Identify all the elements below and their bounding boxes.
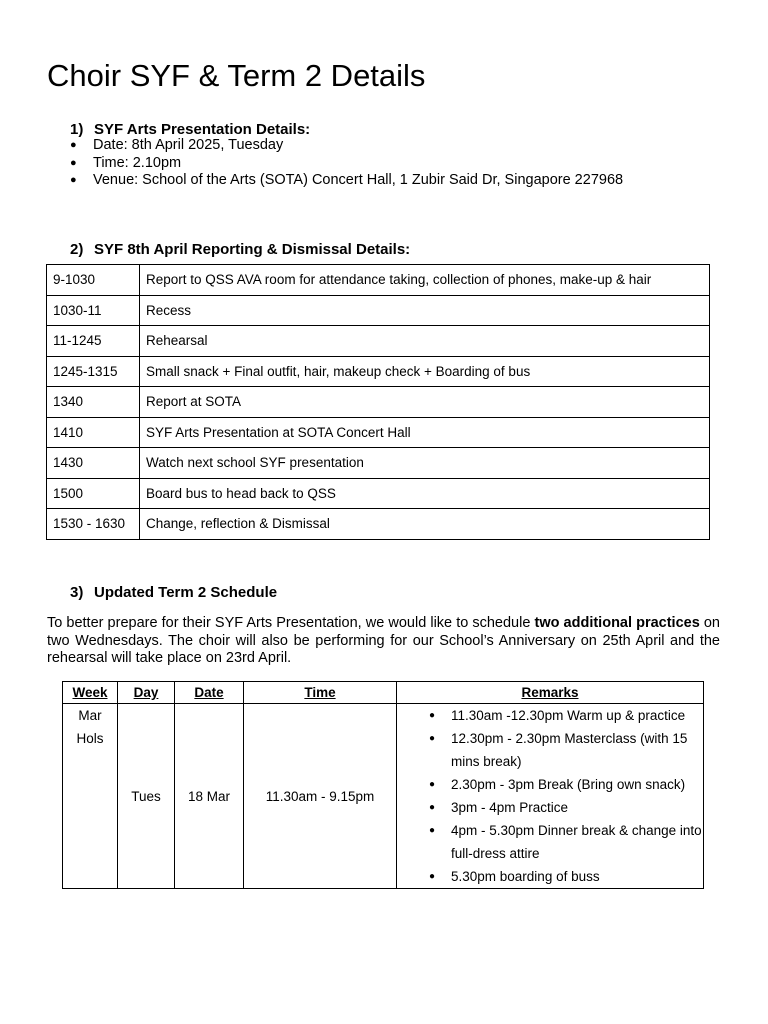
table-row xyxy=(47,509,710,540)
activity-cell: SYF Arts Presentation at SOTA Concert Hall xyxy=(140,417,710,448)
intro-text-start: To better prepare for their SYF Arts Presentation, we would like to schedule xyxy=(47,615,535,631)
time-column-header: Time xyxy=(244,682,397,704)
table-row xyxy=(63,704,704,889)
reporting-schedule-table xyxy=(46,264,710,540)
time-cell: 1530 - 1630 xyxy=(47,509,140,540)
week-line: Hols xyxy=(76,731,104,746)
page-title: Choir SYF & Term 2 Details xyxy=(47,58,426,93)
time-cell: 1245-1315 xyxy=(47,356,140,387)
list-item: ● 4pm - 5.30pm Dinner break & change into full-dress attire xyxy=(429,819,703,865)
table-row xyxy=(47,265,710,296)
section-3-number: 3) xyxy=(70,584,84,601)
section-1-number: 1) xyxy=(70,121,84,138)
list-item: ● Time: 2.10pm xyxy=(70,155,623,173)
section-3-heading xyxy=(70,584,277,601)
section-3-heading-text: Updated Term 2 Schedule xyxy=(94,584,278,601)
day-cell: Tues xyxy=(118,704,175,889)
time-cell: 11-1245 xyxy=(47,326,140,357)
activity-cell: Change, reflection & Dismissal xyxy=(140,509,710,540)
remarks-list xyxy=(397,704,703,888)
week-cell xyxy=(63,704,118,889)
activity-cell: Report at SOTA xyxy=(140,387,710,418)
date-column-header: Date xyxy=(175,682,244,704)
table-row xyxy=(47,417,710,448)
table-row xyxy=(47,326,710,357)
remarks-cell xyxy=(397,704,704,889)
activity-cell: Board bus to head back to QSS xyxy=(140,478,710,509)
time-cell: 9-1030 xyxy=(47,265,140,296)
date-cell: 18 Mar xyxy=(175,704,244,889)
activity-cell: Recess xyxy=(140,295,710,326)
list-item: ● Venue: School of the Arts (SOTA) Concert Hall, 1 Zubir Said Dr, Singapore 227968 xyxy=(70,172,623,190)
time-cell: 1500 xyxy=(47,478,140,509)
time-cell: 1410 xyxy=(47,417,140,448)
table-row xyxy=(47,448,710,479)
time-cell: 1030-11 xyxy=(47,295,140,326)
activity-cell: Small snack + Final outfit, hair, makeup check + Boarding of bus xyxy=(140,356,710,387)
activity-cell: Report to QSS AVA room for attendance taking, collection of phones, make-up & hair xyxy=(140,265,710,296)
list-item: ● 2.30pm - 3pm Break (Bring own snack) xyxy=(429,773,703,796)
schedule-intro-paragraph xyxy=(47,615,720,668)
section-2-number: 2) xyxy=(70,241,84,258)
list-item: ● 5.30pm boarding of buss xyxy=(429,865,703,888)
table-header-row xyxy=(63,682,704,704)
intro-text-bold: two additional practices xyxy=(534,615,700,631)
table-row xyxy=(47,478,710,509)
week-column-header: Week xyxy=(63,682,118,704)
day-column-header: Day xyxy=(118,682,175,704)
list-item: ● 11.30am -12.30pm Warm up & practice xyxy=(429,704,703,727)
section-1-heading-text: SYF Arts Presentation Details: xyxy=(94,121,311,138)
time-cell: 1430 xyxy=(47,448,140,479)
section-2-heading xyxy=(70,241,410,258)
activity-cell: Watch next school SYF presentation xyxy=(140,448,710,479)
table-row xyxy=(47,387,710,418)
remarks-column-header: Remarks xyxy=(397,682,704,704)
section-1-heading xyxy=(70,121,310,138)
section-2-heading-text: SYF 8th April Reporting & Dismissal Details: xyxy=(94,241,411,258)
table-row xyxy=(47,295,710,326)
term-2-schedule-table xyxy=(62,681,704,889)
time-cell: 11.30am - 9.15pm xyxy=(244,704,397,889)
intro-text-end: on two Wednesdays. The choir will also be performing for our School’s Anniversary on 25th April and the rehearsal will take place on 23rd April. xyxy=(47,615,720,666)
table-row xyxy=(47,356,710,387)
week-line: Mar xyxy=(78,708,102,723)
activity-cell: Rehearsal xyxy=(140,326,710,357)
time-cell: 1340 xyxy=(47,387,140,418)
list-item: ● 3pm - 4pm Practice xyxy=(429,796,703,819)
list-item: ● 12.30pm - 2.30pm Masterclass (with 15 mins break) xyxy=(429,727,703,773)
presentation-details-list xyxy=(70,137,623,190)
list-item: ● Date: 8th April 2025, Tuesday xyxy=(70,137,623,155)
